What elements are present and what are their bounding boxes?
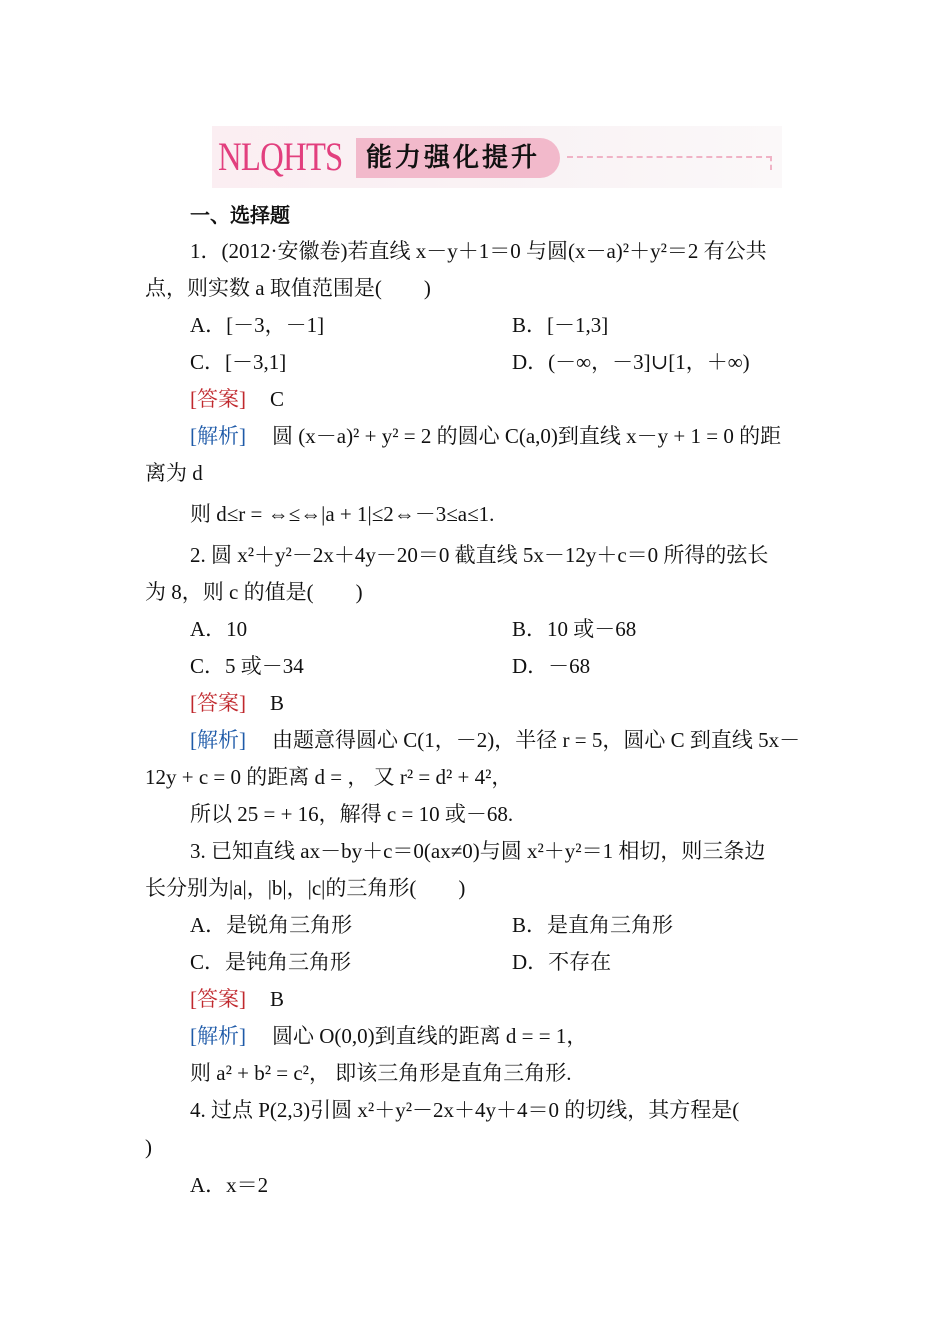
q3-line2: 长分别为|a|，|b|，|c|的三角形( ): [145, 876, 466, 900]
q3-option-a: A．是锐角三角形: [190, 913, 353, 937]
q2-line1: 2. 圆 x²＋y²－2x＋4y－20＝0 截直线 5x－12y＋c＝0 所得的弦长: [190, 543, 769, 567]
q2-answer: B: [270, 691, 285, 715]
q2-option-a: A．10: [190, 617, 248, 641]
q3-option-c: C．是钝角三角形: [190, 950, 352, 974]
q3-option-b: B．是直角三角形: [512, 913, 674, 937]
q2-option-c: C．5 或－34: [190, 654, 304, 678]
q3-analysis-line2: 则 a² + b² = c²， 即该三角形是直角三角形.: [190, 1061, 572, 1085]
q1-option-d: D．(－∞，－3]∪[1，＋∞): [512, 350, 750, 374]
q2-analysis-line1: 由题意得圆心 C(1，－2)，半径 r = 5，圆心 C 到直线 5x－: [272, 728, 801, 752]
q2-analysis-label: [解析]: [190, 728, 246, 752]
q1-option-b: B．[－1,3]: [512, 313, 609, 337]
banner-divider-end: [770, 156, 772, 170]
q1-analysis-label: [解析]: [190, 424, 246, 448]
banner-title: 能力强化提升: [356, 138, 560, 178]
q1-option-a: A．[－3，－1]: [190, 313, 325, 337]
q2-analysis-line2: 12y + c = 0 的距离 d = ， 又 r² = d² + 4²，: [145, 765, 513, 789]
q1-analysis-line1: 圆 (x－a)² + y² = 2 的圆心 C(a,0)到直线 x－y + 1 = 0 的距: [272, 424, 782, 448]
section-banner: [212, 126, 782, 188]
q3-answer-label: [答案]: [190, 987, 246, 1011]
q1-option-c: C．[－3,1]: [190, 350, 287, 374]
q3-analysis-line1: 圆心 O(0,0)到直线的距离 d = = 1，: [272, 1024, 588, 1048]
q2-answer-label: [答案]: [190, 691, 246, 715]
q3-line1: 3. 已知直线 ax－by＋c＝0(ax≠0)与圆 x²＋y²＝1 相切，则三条边: [190, 839, 766, 863]
q3-option-d: D．不存在: [512, 950, 612, 974]
section-heading: 一、选择题: [190, 203, 290, 227]
q1-line1: 1．(2012·安徽卷)若直线 x－y＋1＝0 与圆(x－a)²＋y²＝2 有公共: [190, 239, 767, 263]
q1-answer: C: [270, 387, 285, 411]
banner-code: NLQHTS: [218, 134, 343, 179]
q4-line1: 4. 过点 P(2,3)引圆 x²＋y²－2x＋4y＋4＝0 的切线，其方程是(: [190, 1098, 740, 1122]
q2-option-d: D．－68: [512, 654, 591, 678]
q1-analysis-line3: 则 d≤r = ⇔≤⇔|a + 1|≤2⇔－3≤a≤1.: [190, 502, 495, 526]
q3-answer: B: [270, 987, 285, 1011]
q4-line2: ): [145, 1135, 152, 1159]
q1-line2: 点，则实数 a 取值范围是( ): [145, 276, 431, 300]
q1-analysis-line2: 离为 d: [145, 461, 203, 485]
q2-line2: 为 8，则 c 的值是( ): [145, 580, 363, 604]
q1-answer-label: [答案]: [190, 387, 246, 411]
q3-analysis-label: [解析]: [190, 1024, 246, 1048]
q2-option-b: B．10 或－68: [512, 617, 637, 641]
banner-divider: [567, 156, 772, 158]
q4-option-a: A．x＝2: [190, 1173, 269, 1197]
q2-analysis-line3: 所以 25 = + 16，解得 c = 10 或－68.: [190, 802, 514, 826]
